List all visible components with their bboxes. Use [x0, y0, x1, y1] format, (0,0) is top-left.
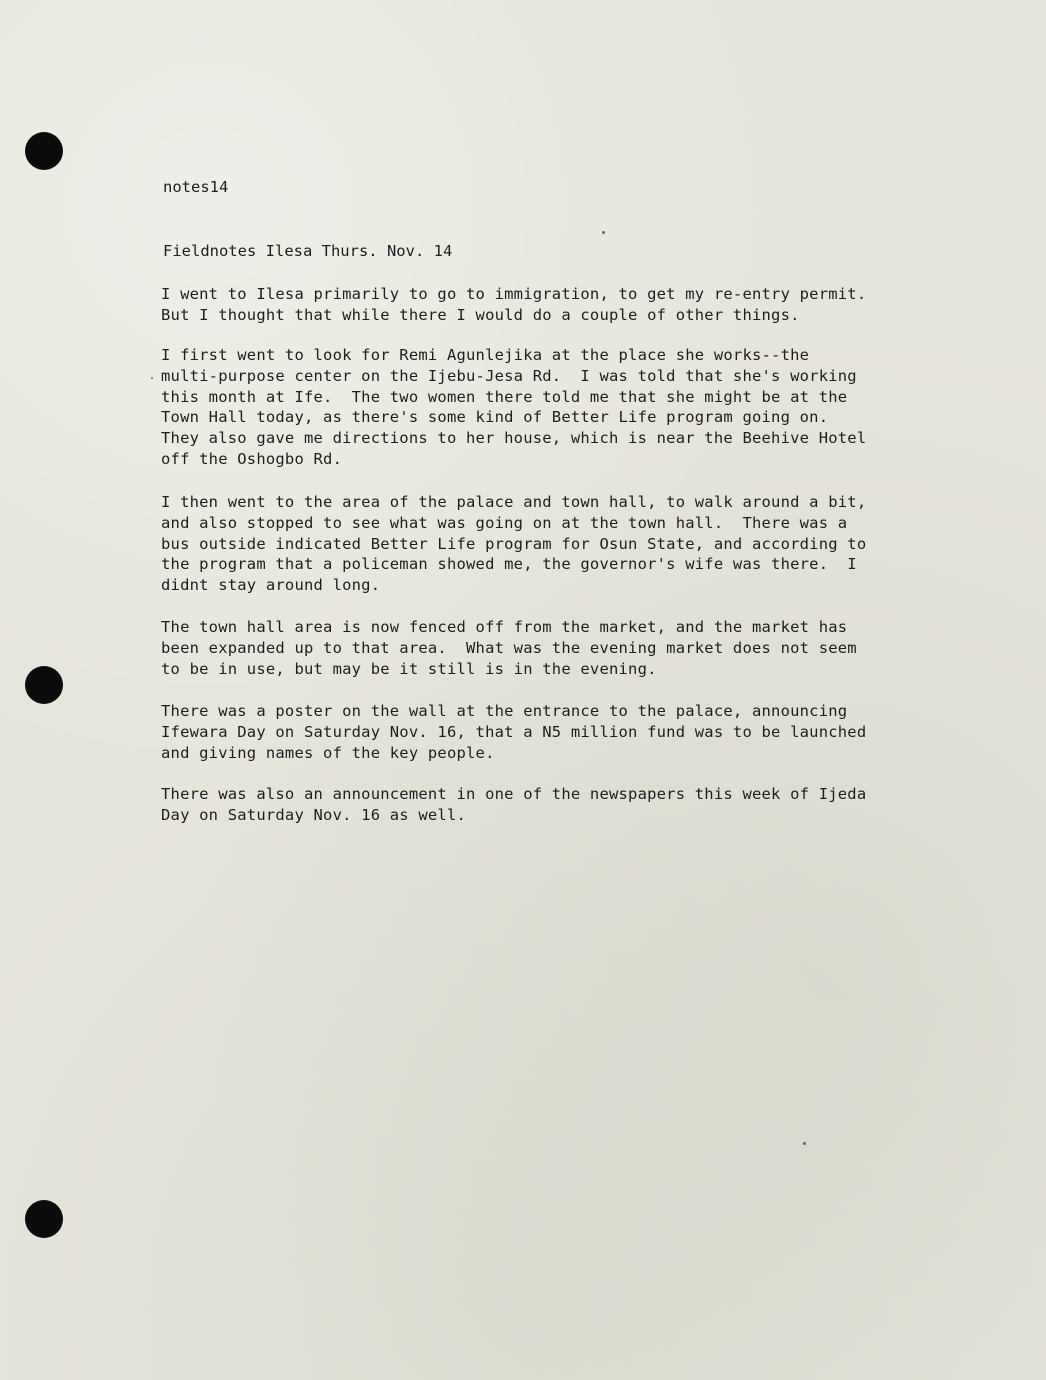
paragraph-immigration: I went to Ilesa primarily to go to immigration, to get my re-entry permit. But I thought that while there I would do a couple of other things. [161, 285, 867, 324]
paragraph-newspaper: There was also an announcement in one of the newspapers this week of Ijeda Day on Saturday Nov. 16 as well. [161, 785, 867, 824]
punch-hole-bottom [25, 1200, 63, 1238]
paper-speck [803, 1142, 806, 1145]
paragraph-market: The town hall area is now fenced off from the market, and the market has been expanded up to that area. What was the evening market does not seem to be in use, but may be it still is in the evening. [161, 618, 857, 678]
paragraph-remi-agunlejika: I first went to look for Remi Agunlejika at the place she works--the multi-purpose center on the Ijebu-Jesa Rd. I was told that she's working this month at Ife. The two women there told me that she might be at the Town Hall today, as there's some kind of Better Life program going on. They also gave me directions to her house, which is near the Beehive Hotel off the Oshogbo Rd. [161, 346, 867, 468]
document-title: Fieldnotes Ilesa Thurs. Nov. 14 [163, 242, 453, 260]
paper-speck [151, 377, 153, 379]
paragraph-poster: There was a poster on the wall at the entrance to the palace, announcing Ifewara Day on Saturday Nov. 16, that a N5 million fund was to be launched and giving names of the key people. [161, 702, 867, 762]
punch-hole-middle [25, 666, 63, 704]
paragraph-town-hall: I then went to the area of the palace and town hall, to walk around a bit, and also stopped to see what was going on at the town hall. There was a bus outside indicated Better Life program for Osun State, and according to the program that a policeman showed me, the governor's wife was there. I didnt stay around long. [161, 493, 867, 595]
file-label: notes14 [163, 178, 229, 196]
paper-speck [602, 231, 605, 234]
punch-hole-top [25, 132, 63, 170]
